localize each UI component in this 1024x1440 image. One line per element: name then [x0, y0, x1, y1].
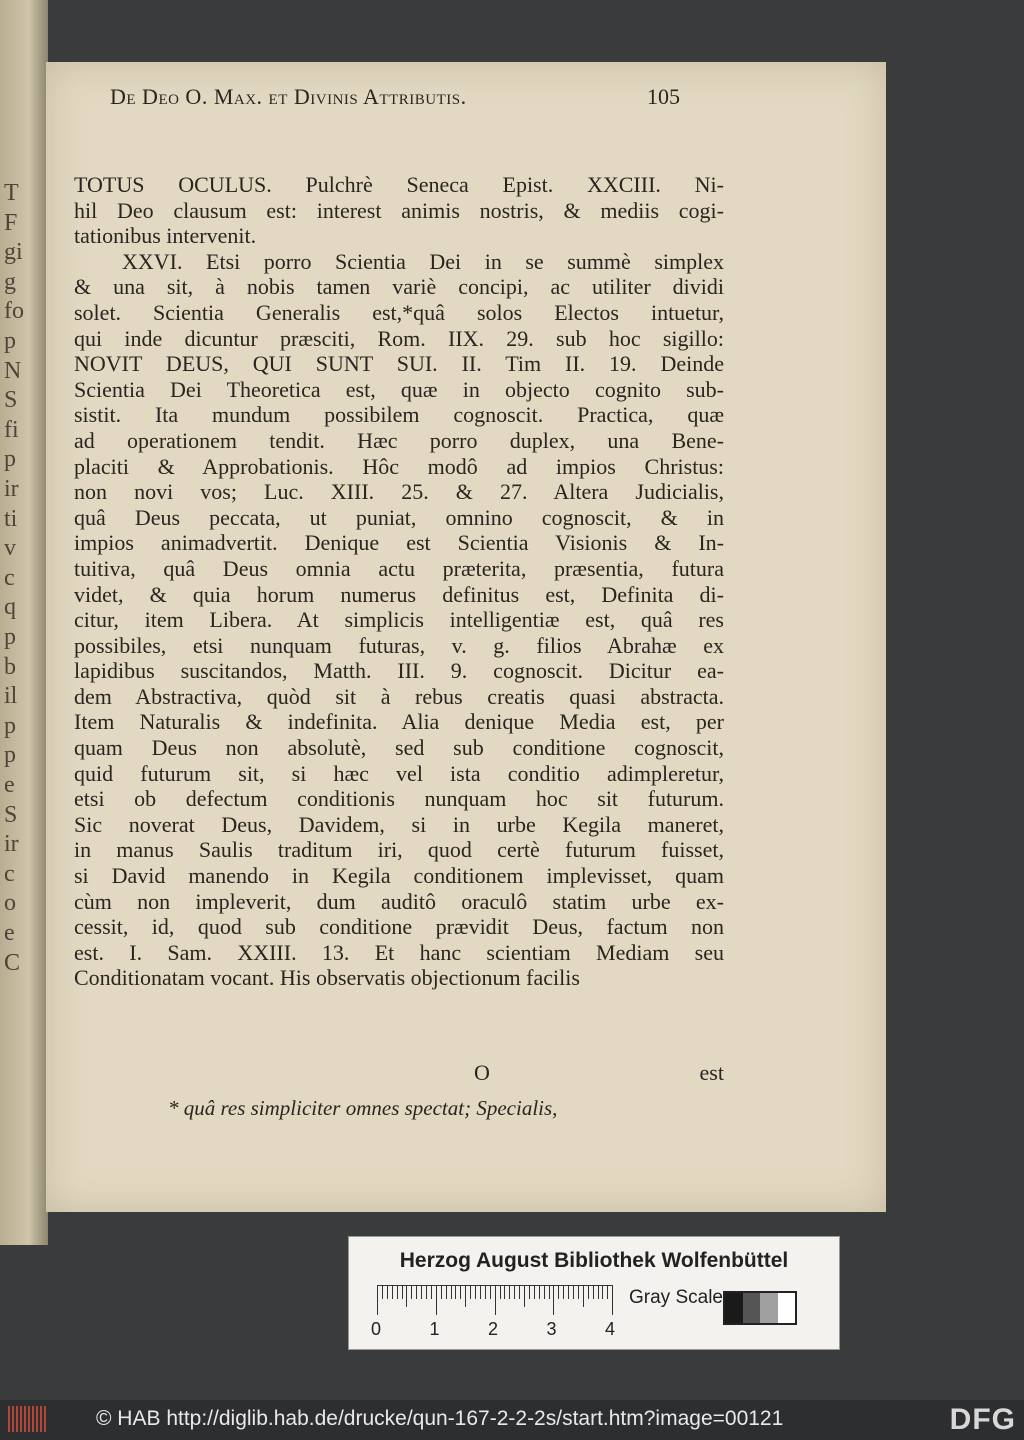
barcode-icon	[8, 1406, 48, 1432]
barcode-bar	[40, 1406, 42, 1432]
scale-tick	[578, 1285, 579, 1299]
prev-page-char: ti	[4, 505, 18, 532]
text-line: est. I. Sam. XXIII. 13. Et hanc scientiam Mediam seu	[74, 939, 724, 965]
scale-tick	[558, 1285, 559, 1299]
text-line: cùm non impleverit, dum auditô oraculô statim urbe ex-	[74, 888, 724, 914]
prev-page-char: p	[4, 624, 16, 650]
text-line: etsi ob defectum conditionis nunquam hoc sit futurum.	[74, 786, 724, 812]
signature-mark: O	[474, 1060, 490, 1085]
body-text	[74, 172, 724, 991]
scale-tick	[598, 1285, 599, 1299]
color-reference-card	[348, 1236, 840, 1350]
scale-tick	[563, 1285, 564, 1299]
scale-ruler	[377, 1285, 617, 1319]
scale-tick	[544, 1285, 545, 1299]
gray-scale-label: Gray Scale	[629, 1287, 723, 1308]
prev-page-char: b	[4, 653, 16, 680]
prev-page-char: c	[4, 860, 15, 887]
text-line: videt, & quia horum numerus definitus est, Definita di-	[74, 581, 724, 607]
scale-tick	[549, 1285, 550, 1299]
scale-tick	[519, 1285, 520, 1299]
text-line: ad operationem tendit. Hæc porro duplex, una Bene-	[74, 427, 724, 453]
gray-swatch	[778, 1293, 796, 1323]
scale-number: 0	[371, 1319, 382, 1339]
scale-tick	[485, 1285, 486, 1299]
scale-tick	[426, 1285, 427, 1299]
text-line: Item Naturalis & indefinita. Alia denique Media est, per	[74, 709, 724, 735]
catchword: est	[699, 1060, 724, 1085]
scale-tick	[588, 1285, 589, 1299]
text-line: TOTUS OCULUS. Pulchrè Seneca Epist. XXCIII. Ni-	[74, 172, 724, 197]
gray-swatch	[760, 1293, 778, 1323]
scale-tick	[583, 1285, 584, 1307]
scale-numbers	[371, 1319, 631, 1341]
text-line: XXVI. Etsi porro Scientia Dei in se summè simplex	[122, 248, 724, 274]
page-number: 105	[647, 84, 680, 109]
text-line: placiti & Approbationis. Hôc modô ad impios Christus:	[74, 453, 724, 479]
prev-page-char: fo	[4, 298, 24, 325]
prev-page-char: N	[4, 357, 22, 384]
text-line: qui inde dicuntur præsciti, Rom. IIX. 29. sub hoc sigillo:	[74, 325, 724, 351]
scale-tick	[441, 1285, 442, 1299]
page-foot-marks	[74, 1060, 724, 1088]
scale-tick	[465, 1285, 466, 1307]
prev-page-char: c	[4, 564, 15, 591]
scale-tick	[514, 1285, 515, 1299]
text-line: citur, item Libera. At simplicis intelligentiæ est, quâ res	[74, 607, 724, 633]
scale-tick	[504, 1285, 505, 1299]
scale-tick	[612, 1285, 613, 1315]
previous-page-edge	[0, 0, 48, 1245]
scale-tick	[397, 1285, 398, 1299]
text-line: non novi vos; Luc. XIII. 25. & 27. Altera Judicialis,	[74, 479, 724, 505]
source-url[interactable]: © HAB http://diglib.hab.de/drucke/qun-167-2-2-2s/start.htm?image=00121	[96, 1407, 784, 1430]
text-line: Scientia Dei Theoretica est, quæ in objecto cognito sub-	[74, 376, 724, 402]
scale-tick	[490, 1285, 491, 1299]
prev-page-char: F	[4, 209, 18, 236]
text-line: possibiles, etsi nunquam futuras, v. g. filios Abrahæ ex	[74, 632, 724, 658]
prev-page-char: fi	[4, 416, 19, 443]
prev-page-char: S	[4, 801, 18, 828]
text-line: impios animadvertit. Denique est Scientia Visionis & In-	[74, 530, 724, 556]
text-line: quid futurum sit, si hæc vel ista conditio adimpleretur,	[74, 760, 724, 786]
prev-page-char: v	[4, 535, 16, 562]
prev-page-char: e	[4, 920, 15, 946]
prev-page-char: g	[4, 268, 16, 295]
scale-tick	[451, 1285, 452, 1299]
prev-page-char: p	[4, 742, 16, 769]
text-line: in manus Saulis traditum iri, quod certè futurum fuisset,	[74, 837, 724, 863]
text-line: Sic noverat Deus, Davidem, si in urbe Kegila maneret,	[74, 811, 724, 837]
scale-tick	[431, 1285, 432, 1299]
text-line: cessit, id, quod sub conditione prævidit Deus, factum non	[74, 914, 724, 940]
text-line: quâ Deus peccata, ut puniat, omnino cognoscit, & in	[74, 504, 724, 530]
text-line: & una sit, à nobis tamen variè concipi, ac utiliter dividi	[74, 274, 724, 300]
scale-tick	[500, 1285, 501, 1299]
scale-tick	[607, 1285, 608, 1299]
scale-tick	[573, 1285, 574, 1299]
scale-tick	[416, 1285, 417, 1299]
barcode-bar	[28, 1406, 30, 1432]
running-title: De Deo O. Max. et Divinis Attributis.	[110, 84, 467, 109]
prev-page-char: e	[4, 772, 15, 798]
barcode-bar	[20, 1406, 22, 1432]
prev-page-char: q	[4, 594, 16, 621]
barcode-bar	[8, 1406, 10, 1432]
barcode-bar	[12, 1406, 14, 1432]
text-line: dem Abstractiva, quòd sit à rebus creatis quasi abstracta.	[74, 683, 724, 709]
viewer-footer	[0, 1400, 1024, 1440]
scale-tick	[553, 1285, 554, 1315]
scale-number: 3	[546, 1319, 557, 1339]
scale-number: 1	[429, 1319, 440, 1339]
text-line: tationibus intervenit.	[74, 223, 257, 249]
scale-tick	[377, 1285, 378, 1315]
scale-tick	[470, 1285, 471, 1299]
scale-tick	[529, 1285, 530, 1299]
scale-tick	[495, 1285, 496, 1315]
footnote: * quâ res simpliciter omnes spectat; Specialis,	[168, 1096, 558, 1120]
prev-page-char: T	[4, 180, 19, 206]
dfg-logo: DFG	[949, 1403, 1016, 1436]
barcode-bar	[16, 1406, 18, 1432]
text-line: solet. Scientia Generalis est,*quâ solos Electos intuetur,	[74, 299, 724, 325]
text-line: quam Deus non absolutè, sed sub conditione cognoscit,	[74, 735, 724, 761]
text-line: tuitiva, quâ Deus omnia actu præterita, præsentia, futura	[74, 555, 724, 581]
scale-tick	[524, 1285, 525, 1307]
scale-tick	[421, 1285, 422, 1299]
text-line: Conditionatam vocant. His observatis objectionum facilis	[74, 965, 580, 991]
scale-tick	[534, 1285, 535, 1299]
scale-tick	[602, 1285, 603, 1299]
gray-swatch	[743, 1293, 761, 1323]
prev-page-char: gi	[4, 239, 23, 266]
scale-tick	[455, 1285, 456, 1299]
text-line: si David manendo in Kegila conditionem implevisset, quam	[74, 863, 724, 889]
scale-tick	[460, 1285, 461, 1299]
text-line: lapidibus suscitandos, Matth. III. 9. cognoscit. Dicitur ea-	[74, 658, 724, 684]
prev-page-char: S	[4, 387, 18, 414]
barcode-bar	[44, 1406, 46, 1432]
scale-tick	[568, 1285, 569, 1299]
scale-tick	[392, 1285, 393, 1299]
prev-page-char: C	[4, 949, 21, 976]
scale-tick	[480, 1285, 481, 1299]
prev-page-char: p	[4, 328, 16, 354]
scale-tick	[593, 1285, 594, 1299]
prev-page-char: p	[4, 712, 16, 739]
scale-number: 2	[488, 1319, 499, 1339]
scale-tick	[406, 1285, 407, 1307]
prev-page-char: o	[4, 890, 16, 917]
scale-tick	[509, 1285, 510, 1299]
scale-tick	[475, 1285, 476, 1299]
text-line: NOVIT DEUS, QUI SUNT SUI. II. Tim II. 19. Deinde	[74, 351, 724, 377]
text-line: hil Deo clausum est: interest animis nostris, & mediis cogi-	[74, 197, 724, 223]
scale-tick	[446, 1285, 447, 1299]
barcode-bar	[32, 1406, 34, 1432]
barcode-bar	[36, 1406, 38, 1432]
scale-tick	[539, 1285, 540, 1299]
gray-scale-swatches	[723, 1291, 797, 1325]
scale-tick	[382, 1285, 383, 1299]
scale-tick	[411, 1285, 412, 1299]
scale-number: 4	[605, 1319, 616, 1339]
running-header	[110, 84, 680, 114]
prev-page-char: ir	[4, 831, 19, 858]
text-line: sistit. Ita mundum possibilem cognoscit. Practica, quæ	[74, 402, 724, 428]
prev-page-char: il	[4, 683, 18, 710]
scale-tick	[387, 1285, 388, 1299]
prev-page-char: ir	[4, 476, 19, 502]
barcode-bar	[24, 1406, 26, 1432]
prev-page-char: p	[4, 446, 16, 473]
scale-tick	[402, 1285, 403, 1299]
gray-swatch	[725, 1293, 743, 1323]
library-name: Herzog August Bibliothek Wolfenbüttel	[399, 1249, 789, 1272]
scale-tick	[436, 1285, 437, 1315]
